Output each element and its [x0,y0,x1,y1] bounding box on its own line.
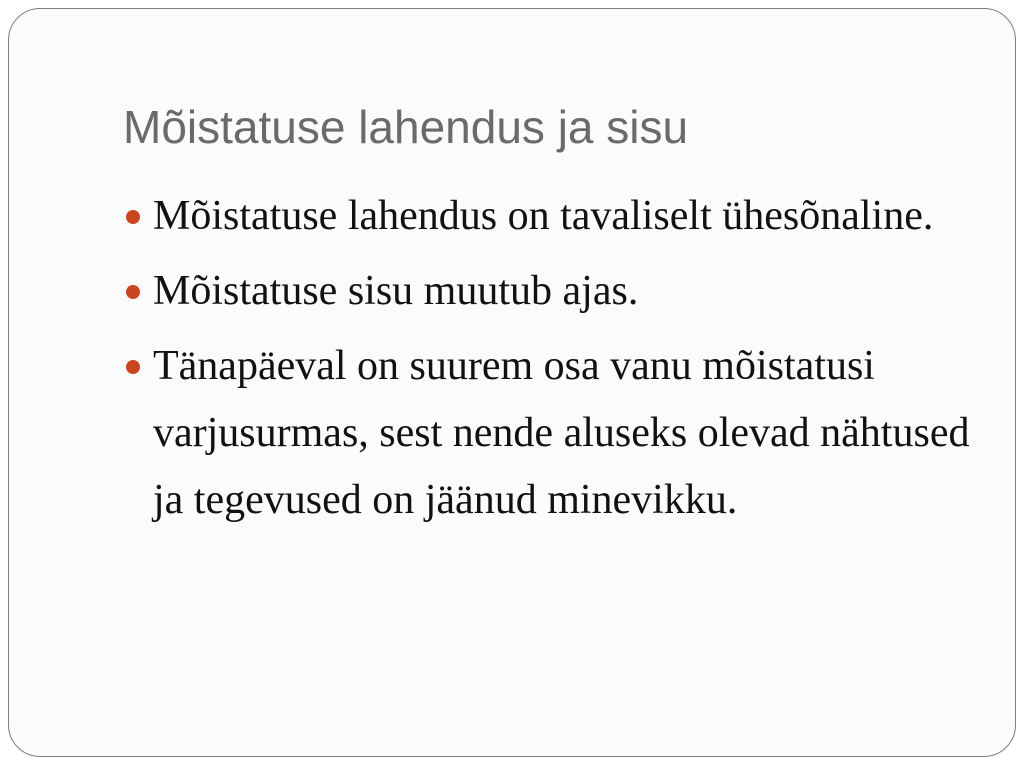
bullet-dot-icon [126,360,140,374]
bullet-dot-icon [126,285,140,299]
bullet-text: Tänapäeval on suurem osa vanu mõistatusi varjusurmas, sest nende aluseks olevad nähtused ja tegevused on jäänud minevikku. [153,343,970,523]
bullet-text: Mõistatuse sisu muutub ajas. [153,268,639,314]
bullet-item-sisu [126,258,986,325]
bullet-item-tanapaeval [126,333,986,534]
bullet-text: Mõistatuse lahendus on tavaliselt ühesõnaline. [153,193,934,239]
bullet-list [126,183,986,542]
bullet-item-lahendus [126,183,986,250]
slide-title: Mõistatuse lahendus ja sisu [123,101,689,153]
bullet-dot-icon [126,210,140,224]
slide-frame [8,8,1016,757]
